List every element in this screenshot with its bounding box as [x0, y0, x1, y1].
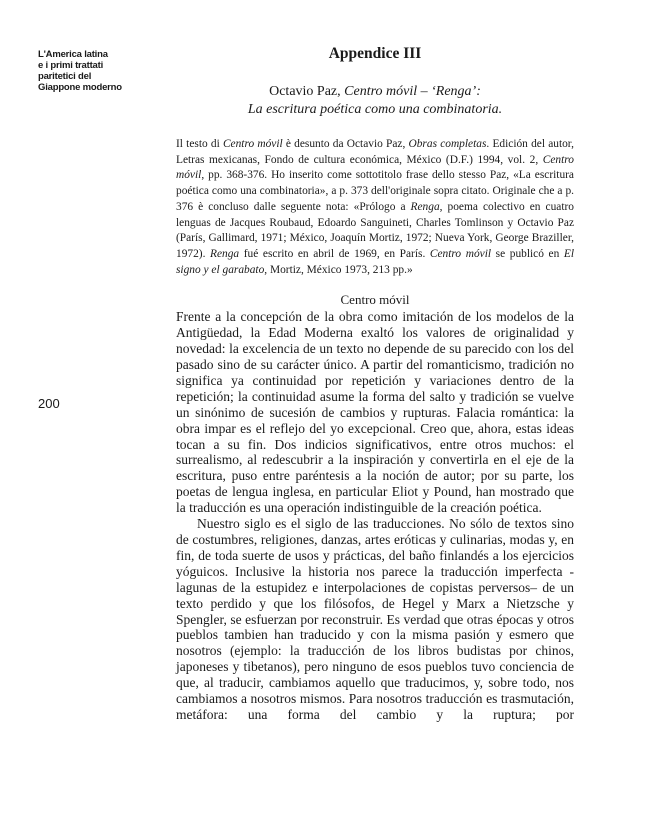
body-paragraph: Nuestro siglo es el siglo de las traducciones. No sólo de textos sino de costumbres, religiones, danzas, artes eróticas y culinarias, modas y, en fin, de toda suerte de usos y prácticas, del baño finlandés a los ejercicios yóguicos. Inclusive la historia nos parece la traducción imperfecta -lagunas de la estupidez e interpolaciones de copistas perversos– de un texto perdido y que los filósofos, de Hegel y Marx a Nietzsche y Spengler, se esfuerzan por reconstruir. Es verdad que otras épocas y otros pueblos tambien han traducido y con la misma pasión y esmero que nosotros (ejemplo: la traducción de los libros budistas por chinos, japoneses y tibetanos), pero ninguno de esos pueblos tuvo conciencia de que, al traducir, cambiamos aquello que traducimos, y, sobre todo, nos cambiamos a nosotros mismos. Para nosotros traducción es trasmutación, metáfora: una forma del cambio y la ruptura; por: [176, 516, 574, 722]
intro-paragraph: Il testo di Centro móvil è desunto da Octavio Paz, Obras completas. Edición del autor, Letras mexicanas, Fondo de cultura económica, México (D.F.) 1994, vol. 2, Centro móvil, pp. 368-376. Ho inserito come sottotitolo frase dello stesso Paz, «La escritura poética como una combinatoria», a p. 373 dell'originale sopra citato. Originale che a p. 376 è concluso dalle seguente nota: «Prólogo a Renga, poema colectivo en cuatro lenguas de Jacques Roubaud, Edoardo Sanguineti, Charles Tomlinson y Octavio Paz (París, Gallimard, 1971; México, Joaquín Mortiz, 1972; Nueva York, George Braziller, 1972). Renga fué escrito en abril de 1969, en París. Centro móvil se publicó en El signo y el garabato, Mortiz, México 1973, 213 pp.»: [176, 138, 575, 276]
running-head-line: paritetici del: [38, 71, 92, 82]
intro-note: [176, 137, 574, 278]
main-content: [176, 45, 574, 723]
running-head-line: L'America latina: [38, 49, 108, 60]
subtitle: [176, 83, 574, 119]
running-head-line: Giappone moderno: [38, 82, 122, 93]
subtitle-line-1: [176, 83, 574, 101]
body-text: [176, 309, 574, 723]
subtitle-line-2: La escritura poética como una combinatoria.: [247, 102, 503, 117]
page-title: Appendice III: [328, 45, 422, 62]
subtitle-work: Centro móvil – ‘Renga’:: [344, 84, 481, 99]
section-heading: Centro móvil: [340, 292, 410, 308]
subtitle-author: Octavio Paz,: [269, 84, 341, 99]
body-paragraph: Frente a la concepción de la obra como imitación de los modelos de la Antigüedad, la Edad Moderna exaltó los valores de originalidad y novedad: la excelencia de un texto no depende de su parecido con los del pasado sino de su carácter único. A partir del romanticismo, tradición no significa ya continuidad por repetición y variaciones dentro de la repetición; la continuidad asume la forma del salto y tradición se vuelve un sinónimo de sucesión de cambios y rupturas. Falacia romántica: la obra impar es el reflejo del yo excepcional. Creo que, ahora, estas ideas tocan a su fin. Dos indicios significativos, entre otros muchos: el surrealismo, al redescubrir a la inspiración y convertirla en el eje de la escritura, puso entre paréntesis a la noción de autor; por su parte, los poetas de lengua inglesa, en particular Eliot y Pound, han mostrado que la traducción es una operación indistinguible de la creación poética.: [176, 309, 574, 516]
running-head-line: e i primi trattati: [38, 60, 104, 71]
page-number: 200: [38, 396, 60, 411]
running-head: [38, 49, 158, 93]
